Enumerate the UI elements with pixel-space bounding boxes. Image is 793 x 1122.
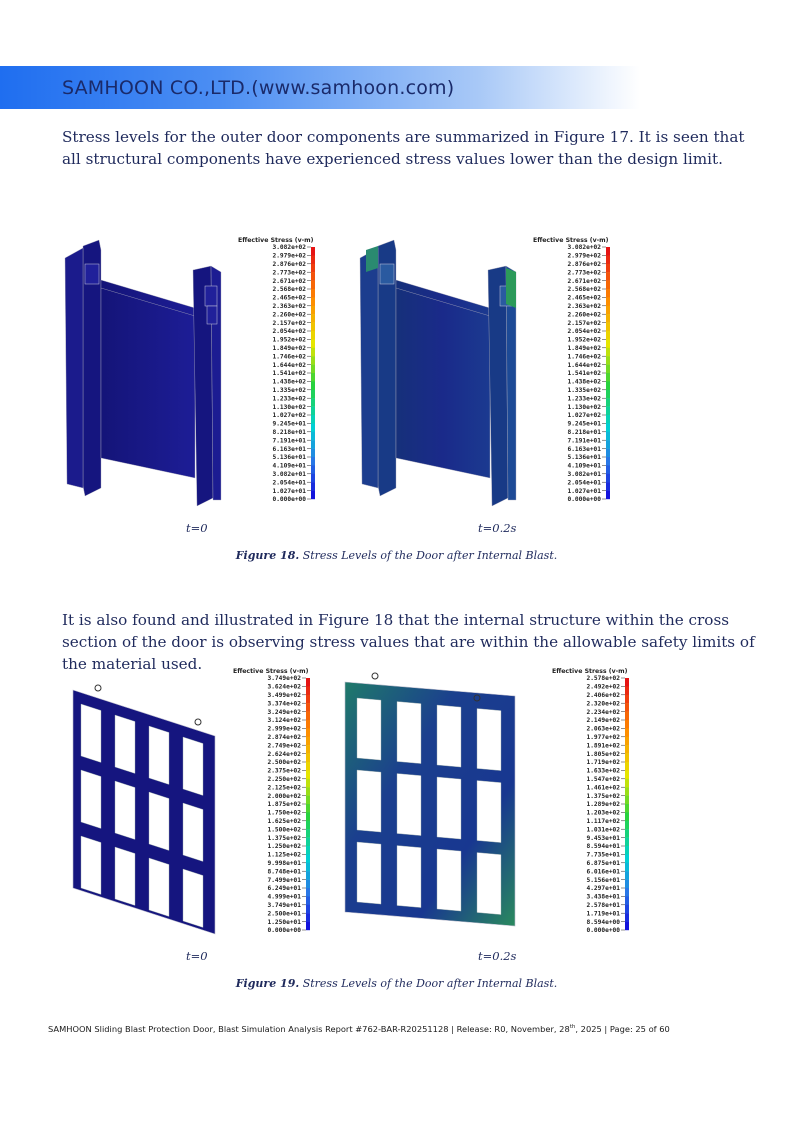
figure19-frame-right bbox=[335, 668, 525, 940]
fig19-left-legend-value: 1.375e+02 bbox=[267, 834, 301, 842]
fig18-right-legend-value: 2.876e+02 bbox=[567, 261, 601, 268]
fig19-right-legend-swatch bbox=[625, 829, 629, 838]
footer-sup: th bbox=[569, 1024, 576, 1031]
fig18-right-legend-value: 1.541e+02 bbox=[567, 370, 601, 378]
fig18-right-legend-value: 4.109e+01 bbox=[567, 462, 601, 470]
fig19-right-legend-swatch bbox=[625, 838, 629, 847]
fig19-right-legend-swatch bbox=[625, 913, 629, 922]
figure19-caption-label: Figure 19. bbox=[235, 977, 300, 990]
figure19-t-right: t=0.2s bbox=[478, 949, 517, 963]
fig19-right-legend-swatch bbox=[625, 745, 629, 754]
fig19-left-legend-swatch bbox=[306, 854, 310, 863]
fig19-left-legend-value: 0.000e+00 bbox=[267, 927, 301, 935]
fig19-right-legend-value: 2.492e+02 bbox=[586, 683, 620, 691]
fig18-left-legend-swatch bbox=[311, 297, 315, 306]
fig18-left-legend-swatch bbox=[311, 314, 315, 323]
fig18-right-legend-value: 1.746e+02 bbox=[567, 353, 601, 361]
fig18-left-legend-value: 2.157e+02 bbox=[272, 319, 306, 327]
fig19-left-legend-swatch bbox=[306, 804, 310, 813]
fig19-left-legend-swatch bbox=[306, 821, 310, 830]
header-company: SAMHOON CO.,LTD.(www.samhoon.com) bbox=[62, 77, 455, 99]
fig18-left-legend-swatch bbox=[311, 247, 315, 256]
fig18-left-legend-value: 2.979e+02 bbox=[272, 252, 306, 260]
fig18-right-legend-swatch bbox=[606, 348, 610, 357]
fig19-right-legend-value: 2.578e+02 bbox=[586, 675, 620, 683]
fig18-left-legend-swatch bbox=[311, 457, 315, 466]
fig18-left-legend-value: 6.163e+01 bbox=[272, 445, 306, 453]
fig19-left-legend-swatch bbox=[306, 779, 310, 788]
fig19-right-legend-value: 1.375e+02 bbox=[586, 792, 620, 800]
fig19-left-legend-swatch bbox=[306, 762, 310, 771]
fig18-left-legend-swatch bbox=[311, 306, 315, 315]
fig18-left-legend-value: 1.130e+02 bbox=[272, 403, 306, 411]
fig18-left-legend-swatch bbox=[311, 281, 315, 290]
fig18-left-legend-value: 9.245e+01 bbox=[272, 420, 306, 428]
fig18-right-legend-value: 1.952e+02 bbox=[567, 336, 601, 344]
fig18-right-legend-value: 5.136e+01 bbox=[567, 454, 601, 462]
fig19-right-legend-value: 1.461e+02 bbox=[586, 784, 620, 792]
fig18-left-legend-swatch bbox=[311, 365, 315, 374]
fig18-right-legend-swatch bbox=[606, 264, 610, 273]
fig19-right-legend-swatch bbox=[625, 787, 629, 796]
fig19-right-legend-swatch bbox=[625, 863, 629, 872]
fig18-right-legend-value: 2.260e+02 bbox=[567, 311, 601, 319]
fig18-right-legend-value: 1.849e+02 bbox=[567, 345, 601, 352]
fig19-right-legend-swatch bbox=[625, 812, 629, 821]
fig19-left-opening bbox=[81, 704, 101, 762]
figure19-caption bbox=[0, 977, 793, 990]
fig18-right-legend-swatch bbox=[606, 482, 610, 491]
fig19-left-legend-swatch bbox=[306, 896, 310, 905]
fig18-right-legend-title: Effective Stress (v-m) bbox=[533, 237, 609, 244]
fig19-left-legend-swatch bbox=[306, 829, 310, 838]
fig18-right-legend-swatch bbox=[606, 323, 610, 332]
fig19-left-legend-swatch bbox=[306, 913, 310, 922]
fig18-left-legend-swatch bbox=[311, 432, 315, 441]
fig19-left-legend-value: 7.499e+01 bbox=[267, 876, 301, 884]
fig19-right-legend-swatch bbox=[625, 922, 629, 931]
fig18-right-legend-value: 2.671e+02 bbox=[567, 277, 601, 285]
fig18-right-legend-swatch bbox=[606, 457, 610, 466]
fig19-left-legend-value: 1.250e+02 bbox=[267, 843, 301, 851]
fig19-right-legend-swatch bbox=[625, 678, 629, 687]
fig19-left-legend-swatch bbox=[306, 712, 310, 721]
fig19-left-legend-value: 2.125e+02 bbox=[267, 784, 301, 792]
fig18-right-legend-value: 2.773e+02 bbox=[567, 269, 601, 277]
fig18-left-legend-value: 2.465e+02 bbox=[272, 294, 306, 302]
fig19-right-legend-value: 1.977e+02 bbox=[586, 734, 620, 741]
fig19-left-legend-value: 2.999e+02 bbox=[267, 725, 301, 733]
fig18-right-legend-value: 2.054e+01 bbox=[567, 479, 601, 487]
fig19-right-legend-swatch bbox=[625, 737, 629, 746]
fig19-right-legend-swatch bbox=[625, 712, 629, 721]
fig19-left-legend-swatch bbox=[306, 703, 310, 712]
fig19-left-legend-swatch bbox=[306, 720, 310, 729]
fig18-left-legend-value: 3.082e+01 bbox=[272, 471, 306, 478]
fig18-left-legend-swatch bbox=[311, 373, 315, 382]
fig19-right-legend-value: 1.719e+02 bbox=[586, 759, 620, 767]
fig19-right-legend-value: 5.156e+01 bbox=[586, 876, 620, 884]
fig19-left-legend-value: 1.625e+02 bbox=[267, 818, 301, 825]
fig18-right-legend-swatch bbox=[606, 281, 610, 290]
fig19-right-opening bbox=[397, 702, 421, 764]
fig19-left-legend-value: 1.500e+02 bbox=[267, 826, 301, 834]
fig19-left-legend-swatch bbox=[306, 905, 310, 914]
fig19-right-opening bbox=[397, 774, 421, 836]
fig18-right-legend-value: 6.163e+01 bbox=[567, 445, 601, 453]
fig19-left-legend-swatch bbox=[306, 922, 310, 931]
fig19-right-legend-value: 2.406e+02 bbox=[586, 692, 620, 699]
fig18-right-legend-swatch bbox=[606, 365, 610, 374]
fig19-right-legend-value: 6.875e+01 bbox=[586, 860, 620, 867]
fig18-right-legend-value: 2.568e+02 bbox=[567, 286, 601, 294]
fig18-left-legend-swatch bbox=[311, 440, 315, 449]
fig19-right-legend-swatch bbox=[625, 703, 629, 712]
fig18-right-legend-value: 2.979e+02 bbox=[567, 252, 601, 260]
fig18-left-legend-value: 1.438e+02 bbox=[272, 378, 306, 386]
fig19-right-legend-swatch bbox=[625, 804, 629, 813]
fig19-right-legend-value: 9.453e+01 bbox=[586, 834, 620, 842]
fig19-right-legend-value: 4.297e+01 bbox=[586, 885, 620, 893]
fig19-left-legend-swatch bbox=[306, 863, 310, 872]
fig18-right-legend-swatch bbox=[606, 398, 610, 407]
fig19-right-legend-swatch bbox=[625, 888, 629, 897]
fig19-right-legend-value: 1.289e+02 bbox=[586, 801, 620, 809]
fig18-left-legend-swatch bbox=[311, 398, 315, 407]
fig18-right-legend-value: 8.218e+01 bbox=[567, 429, 601, 436]
fig19-right-opening bbox=[397, 846, 421, 908]
fig19-left-legend-title: Effective Stress (v-m) bbox=[233, 668, 309, 675]
fig18-right-legend-swatch bbox=[606, 356, 610, 365]
fig19-right-legend-value: 1.805e+02 bbox=[586, 750, 620, 758]
figure19-legend-right bbox=[550, 667, 640, 939]
fig19-left-legend-value: 1.875e+02 bbox=[267, 801, 301, 809]
figure18-door-right bbox=[350, 238, 540, 513]
fig18-left-legend-swatch bbox=[311, 289, 315, 298]
fig19-right-opening bbox=[357, 698, 381, 760]
fig18-right-legend-swatch bbox=[606, 247, 610, 256]
fig18-right-legend-swatch bbox=[606, 407, 610, 416]
fig19-left-legend-value: 2.500e+01 bbox=[267, 910, 301, 918]
fig18-left-legend-value: 2.363e+02 bbox=[272, 303, 306, 310]
fig19-left-legend-swatch bbox=[306, 812, 310, 821]
fig18-left-legend-value: 3.082e+02 bbox=[272, 244, 306, 252]
fig19-right-legend-value: 8.594e+00 bbox=[586, 918, 620, 926]
fig18-left-legend-value: 1.027e+02 bbox=[272, 412, 306, 420]
fig18-left-legend-swatch bbox=[311, 415, 315, 424]
fig19-left-legend-value: 3.499e+02 bbox=[267, 692, 301, 699]
fig18-left-legend-value: 1.233e+02 bbox=[272, 395, 306, 403]
fig18-right-legend-swatch bbox=[606, 255, 610, 264]
fig18-right-legend-swatch bbox=[606, 432, 610, 441]
fig19-left-legend-value: 1.250e+01 bbox=[267, 918, 301, 926]
fig18-right-legend-swatch bbox=[606, 465, 610, 474]
fig19-left-legend-value: 2.624e+02 bbox=[267, 750, 301, 758]
figure19-caption-text: Stress Levels of the Door after Internal Blast. bbox=[299, 977, 558, 990]
fig19-left-legend-value: 6.249e+01 bbox=[267, 885, 301, 893]
fig19-right-opening bbox=[437, 705, 461, 767]
fig19-right-legend-swatch bbox=[625, 762, 629, 771]
fig19-left-legend-value: 3.374e+02 bbox=[267, 700, 301, 708]
fig19-right-legend-swatch bbox=[625, 854, 629, 863]
fig19-right-legend-value: 1.633e+02 bbox=[586, 767, 620, 775]
fig18-left-legend-swatch bbox=[311, 331, 315, 340]
fig18-left-legend-swatch bbox=[311, 482, 315, 491]
fig19-left-legend-swatch bbox=[306, 745, 310, 754]
fig19-right-legend-swatch bbox=[625, 779, 629, 788]
fig18-left-legend-swatch bbox=[311, 381, 315, 390]
fig19-left-opening bbox=[183, 737, 203, 795]
fig19-right-opening bbox=[357, 770, 381, 832]
figure18-legend-left bbox=[236, 236, 326, 508]
fig18-left-legend-swatch bbox=[311, 449, 315, 458]
fig18-left-legend-value: 1.746e+02 bbox=[272, 353, 306, 361]
fig18-left-legend-value: 2.671e+02 bbox=[272, 277, 306, 285]
fig18-right-legend-swatch bbox=[606, 297, 610, 306]
fig18-left-legend-value: 5.136e+01 bbox=[272, 454, 306, 462]
fig18-right-legend-value: 1.335e+02 bbox=[567, 387, 601, 394]
fig18-left-legend-value: 2.054e+02 bbox=[272, 328, 306, 336]
fig19-right-legend-swatch bbox=[625, 905, 629, 914]
fig19-left-legend-value: 2.749e+02 bbox=[267, 742, 301, 750]
fig18-left-legend-value: 2.260e+02 bbox=[272, 311, 306, 319]
fig19-right-legend-value: 8.594e+01 bbox=[586, 843, 620, 851]
fig18-left-legend-swatch bbox=[311, 356, 315, 365]
fig19-left-legend-value: 1.750e+02 bbox=[267, 809, 301, 817]
figure19-t-left: t=0 bbox=[186, 949, 208, 963]
fig18-right-legend-swatch bbox=[606, 314, 610, 323]
fig18-left-legend-swatch bbox=[311, 272, 315, 281]
fig19-right-legend-value: 7.735e+01 bbox=[586, 851, 620, 859]
fig18-left-legend-swatch bbox=[311, 465, 315, 474]
fig19-right-legend-value: 6.016e+01 bbox=[586, 868, 620, 876]
fig18-left-legend-value: 0.000e+00 bbox=[272, 496, 306, 504]
fig19-right-legend-value: 2.063e+02 bbox=[586, 725, 620, 733]
fig18-right-legend-value: 2.157e+02 bbox=[567, 319, 601, 327]
fig18-right-legend-swatch bbox=[606, 415, 610, 424]
fig18-right-legend-swatch bbox=[606, 339, 610, 348]
fig18-left-legend-value: 2.568e+02 bbox=[272, 286, 306, 294]
fig19-left-legend-value: 2.000e+02 bbox=[267, 792, 301, 800]
fig19-left-legend-value: 4.999e+01 bbox=[267, 893, 301, 901]
fig18-right-legend-value: 1.027e+02 bbox=[567, 412, 601, 420]
fig18-left-legend-swatch bbox=[311, 348, 315, 357]
fig19-right-legend-swatch bbox=[625, 871, 629, 880]
fig19-left-opening bbox=[183, 803, 203, 861]
fig18-left-legend-swatch bbox=[311, 264, 315, 273]
figure18-caption bbox=[0, 549, 793, 562]
fig18-left-legend-swatch bbox=[311, 390, 315, 399]
fig19-right-legend-value: 1.203e+02 bbox=[586, 809, 620, 817]
fig18-right-legend-swatch bbox=[606, 390, 610, 399]
fig18-left-legend-value: 1.027e+01 bbox=[272, 487, 306, 495]
fig19-left-legend-value: 3.249e+02 bbox=[267, 708, 301, 716]
fig18-right-legend-value: 1.027e+01 bbox=[567, 487, 601, 495]
paragraph-2: It is also found and illustrated in Figure 18 that the internal structure within the cross section of the door is observing stress values that are within the allowable safety limits of the material used. bbox=[62, 611, 755, 673]
figure18-caption-label: Figure 18. bbox=[235, 549, 300, 562]
figure18-t-right: t=0.2s bbox=[478, 521, 517, 535]
footer-pre: SAMHOON Sliding Blast Protection Door, Blast Simulation Analysis Report #762-BAR-R20251128 | Release: R0, November, 28 bbox=[48, 1024, 570, 1034]
fig19-right-legend-value: 2.149e+02 bbox=[586, 717, 620, 725]
fig19-right-opening bbox=[477, 853, 501, 915]
fig19-left-legend-swatch bbox=[306, 737, 310, 746]
fig19-right-legend-title: Effective Stress (v-m) bbox=[552, 668, 628, 675]
fig19-right-legend-value: 1.719e+01 bbox=[586, 910, 620, 918]
fig19-right-legend-swatch bbox=[625, 821, 629, 830]
fig19-left-legend-swatch bbox=[306, 846, 310, 855]
fig19-left-opening bbox=[115, 781, 135, 839]
fig19-right-legend-value: 1.891e+02 bbox=[586, 742, 620, 750]
fig19-left-opening bbox=[183, 869, 203, 927]
fig18-left-legend-value: 1.644e+02 bbox=[272, 361, 306, 369]
fig19-left-legend-swatch bbox=[306, 695, 310, 704]
fig19-left-opening bbox=[149, 726, 169, 784]
fig18-left-legend-value: 1.541e+02 bbox=[272, 370, 306, 378]
fig19-left-legend-value: 3.624e+02 bbox=[267, 683, 301, 691]
footer-post: , 2025 | Page: 25 of 60 bbox=[575, 1024, 670, 1034]
fig18-left-legend-swatch bbox=[311, 255, 315, 264]
fig18-left-legend-value: 1.335e+02 bbox=[272, 387, 306, 394]
fig19-right-legend-swatch bbox=[625, 796, 629, 805]
fig18-right-legend-value: 0.000e+00 bbox=[567, 496, 601, 504]
fig19-right-legend-swatch bbox=[625, 896, 629, 905]
fig18-left-legend-swatch bbox=[311, 423, 315, 432]
fig18-right-legend-value: 9.245e+01 bbox=[567, 420, 601, 428]
fig18-right-legend-value: 3.082e+01 bbox=[567, 471, 601, 478]
fig18-right-legend-value: 7.191e+01 bbox=[567, 437, 601, 445]
fig19-right-legend-value: 1.031e+02 bbox=[586, 826, 620, 834]
fig18-left-legend-value: 2.054e+01 bbox=[272, 479, 306, 487]
fig19-right-legend-swatch bbox=[625, 695, 629, 704]
figure18-door-left bbox=[55, 238, 245, 513]
fig19-right-legend-value: 2.578e+01 bbox=[586, 902, 620, 909]
fig19-right-opening bbox=[437, 777, 461, 839]
fig19-right-opening bbox=[477, 781, 501, 843]
fig18-right-legend-swatch bbox=[606, 423, 610, 432]
fig19-right-legend-value: 1.547e+02 bbox=[586, 776, 620, 783]
fig19-left-legend-value: 3.749e+01 bbox=[267, 902, 301, 909]
fig18-right-legend-swatch bbox=[606, 272, 610, 281]
fig18-left-legend-value: 2.773e+02 bbox=[272, 269, 306, 277]
fig19-left-legend-value: 3.124e+02 bbox=[267, 717, 301, 725]
fig19-left-opening bbox=[81, 836, 101, 894]
fig18-left-legend-swatch bbox=[311, 339, 315, 348]
fig19-left-opening bbox=[149, 792, 169, 850]
fig19-left-legend-swatch bbox=[306, 728, 310, 737]
fig19-right-legend-swatch bbox=[625, 686, 629, 695]
fig18-left-legend-value: 4.109e+01 bbox=[272, 462, 306, 470]
fig18-left-legend-value: 1.849e+02 bbox=[272, 345, 306, 352]
fig19-right-legend-swatch bbox=[625, 846, 629, 855]
fig18-right-legend-swatch bbox=[606, 491, 610, 500]
fig19-right-legend-swatch bbox=[625, 754, 629, 763]
fig18-right-legend-swatch bbox=[606, 289, 610, 298]
fig19-left-legend-value: 9.998e+01 bbox=[267, 860, 301, 867]
fig18-right-legend-value: 2.363e+02 bbox=[567, 303, 601, 310]
fig19-right-legend-swatch bbox=[625, 728, 629, 737]
figure18-t-left: t=0 bbox=[186, 521, 208, 535]
fig18-left-legend-value: 2.876e+02 bbox=[272, 261, 306, 268]
fig19-right-opening bbox=[357, 842, 381, 904]
fig18-right-legend-swatch bbox=[606, 381, 610, 390]
fig18-left-legend-swatch bbox=[311, 474, 315, 483]
fig18-right-legend-swatch bbox=[606, 474, 610, 483]
fig19-right-legend-value: 2.234e+02 bbox=[586, 708, 620, 716]
fig19-left-legend-value: 8.748e+01 bbox=[267, 868, 301, 876]
footer bbox=[48, 1024, 670, 1034]
fig18-left-legend-value: 7.191e+01 bbox=[272, 437, 306, 445]
fig19-left-opening bbox=[81, 770, 101, 828]
fig18-right-legend-value: 1.644e+02 bbox=[567, 361, 601, 369]
fig19-left-legend-swatch bbox=[306, 686, 310, 695]
fig19-left-legend-value: 2.375e+02 bbox=[267, 767, 301, 775]
fig19-left-opening bbox=[115, 847, 135, 905]
figure19-legend-left bbox=[231, 667, 321, 939]
fig19-left-legend-value: 2.250e+02 bbox=[267, 776, 301, 783]
fig18-left-legend-swatch bbox=[311, 323, 315, 332]
figure18-caption-text: Stress Levels of the Door after Internal Blast. bbox=[299, 549, 558, 562]
fig18-left-legend-value: 8.218e+01 bbox=[272, 429, 306, 436]
fig19-right-legend-swatch bbox=[625, 720, 629, 729]
fig19-right-legend-value: 1.117e+02 bbox=[586, 818, 620, 825]
fig19-right-legend-value: 2.320e+02 bbox=[586, 700, 620, 708]
fig19-left-legend-swatch bbox=[306, 678, 310, 687]
fig18-right-legend-value: 2.465e+02 bbox=[567, 294, 601, 302]
fig19-left-legend-swatch bbox=[306, 787, 310, 796]
fig18-left-legend-title: Effective Stress (v-m) bbox=[238, 237, 314, 244]
fig19-left-legend-swatch bbox=[306, 880, 310, 889]
figure19-frame-left bbox=[65, 676, 235, 938]
fig19-left-legend-swatch bbox=[306, 754, 310, 763]
fig19-left-legend-value: 1.125e+02 bbox=[267, 851, 301, 859]
fig19-left-legend-swatch bbox=[306, 871, 310, 880]
fig18-left-legend-swatch bbox=[311, 491, 315, 500]
fig18-right-legend-value: 1.233e+02 bbox=[567, 395, 601, 403]
fig18-left-legend-value: 1.952e+02 bbox=[272, 336, 306, 344]
fig18-right-legend-swatch bbox=[606, 331, 610, 340]
figure18-legend-right bbox=[531, 236, 621, 508]
fig19-right-legend-value: 0.000e+00 bbox=[586, 927, 620, 935]
fig19-right-legend-value: 3.438e+01 bbox=[586, 893, 620, 901]
fig19-left-legend-swatch bbox=[306, 796, 310, 805]
fig18-right-legend-swatch bbox=[606, 373, 610, 382]
fig19-left-legend-value: 2.500e+02 bbox=[267, 759, 301, 767]
fig18-right-legend-swatch bbox=[606, 449, 610, 458]
fig19-right-opening bbox=[477, 709, 501, 771]
fig19-left-legend-swatch bbox=[306, 838, 310, 847]
fig18-right-legend-value: 1.130e+02 bbox=[567, 403, 601, 411]
fig18-right-legend-swatch bbox=[606, 306, 610, 315]
fig19-left-opening bbox=[115, 715, 135, 773]
fig19-right-legend-swatch bbox=[625, 880, 629, 889]
fig19-left-legend-value: 2.874e+02 bbox=[267, 734, 301, 741]
fig19-left-opening bbox=[149, 858, 169, 916]
fig18-right-legend-value: 2.054e+02 bbox=[567, 328, 601, 336]
fig18-right-legend-value: 3.082e+02 bbox=[567, 244, 601, 252]
fig18-right-legend-swatch bbox=[606, 440, 610, 449]
fig19-right-legend-swatch bbox=[625, 770, 629, 779]
fig18-left-legend-swatch bbox=[311, 407, 315, 416]
fig19-left-legend-swatch bbox=[306, 888, 310, 897]
fig19-left-legend-value: 3.749e+02 bbox=[267, 675, 301, 683]
paragraph-1: Stress levels for the outer door components are summarized in Figure 17. It is seen that all structural components have experienced stress values lower than the design limit. bbox=[62, 128, 745, 168]
fig19-left-legend-swatch bbox=[306, 770, 310, 779]
fig18-right-legend-value: 1.438e+02 bbox=[567, 378, 601, 386]
fig19-right-opening bbox=[437, 849, 461, 911]
